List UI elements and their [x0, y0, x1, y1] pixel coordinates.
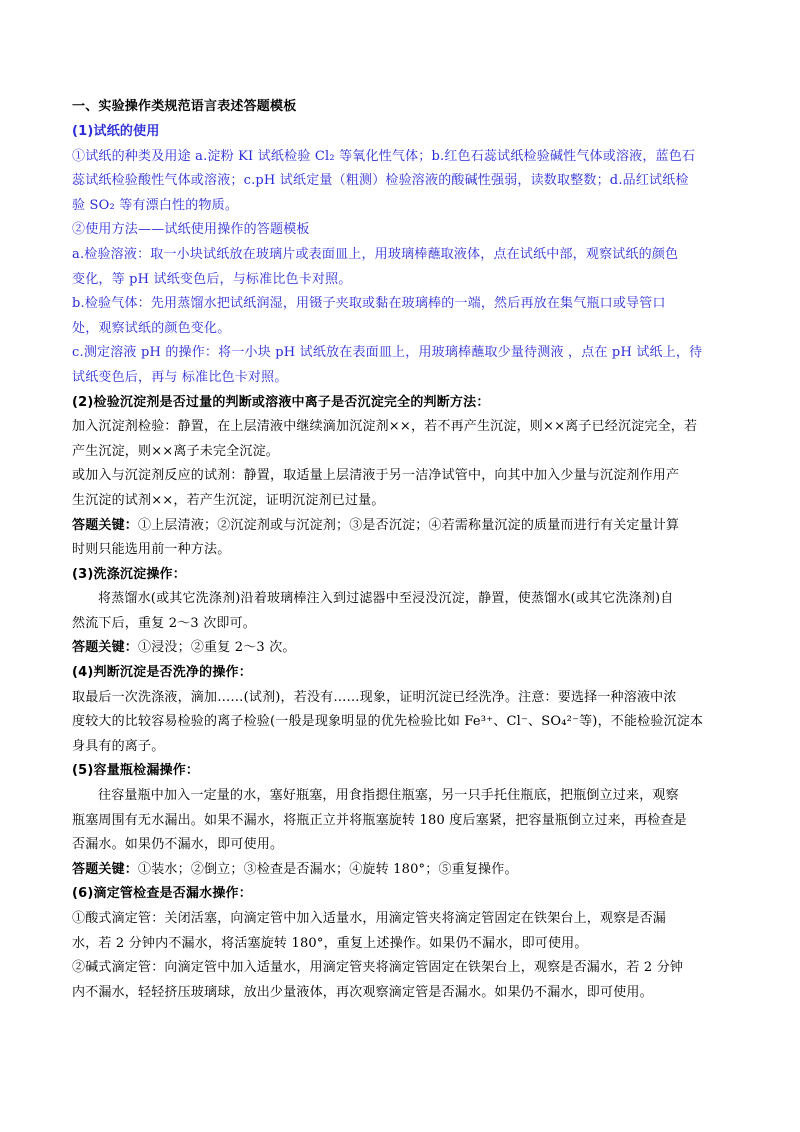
s3-key-line: [72, 638, 730, 657]
s4-line: 度较大的比较容易检验的离子检验(一般是现象明显的优先检验比如 Fe³⁺、Cl⁻、SO₄²⁻等)，不能检验沉淀本: [72, 714, 704, 730]
s2-key-line-2: 时则只能选用前一种方法。: [72, 542, 231, 558]
s1-line: 变化，等 pH 试纸变色后，与标准比色卡对照。: [72, 271, 352, 287]
s3-line: 将蒸馏水(或其它洗涤剂)沿着玻璃棒注入到过滤器中至浸没沉淀，静置，使蒸馏水(或其它洗涤剂)自: [98, 591, 674, 607]
s2-key-line: [72, 516, 730, 535]
s5-line: 瓶塞周围有无水漏出。如果不漏水，将瓶正立并将瓶塞旋转 180 度后塞紧，把容量瓶倒立过来，再检查是: [72, 812, 687, 828]
s6-heading: (6)滴定管检查是否漏水操作：: [72, 886, 252, 902]
s1-line: 试纸变色后，再与 标准比色卡对照。: [72, 369, 288, 385]
s1-heading: (1)试纸的使用: [72, 124, 160, 139]
s3-key-label: 答题关键：: [72, 640, 139, 656]
s6-line: 内不漏水，轻轻挤压玻璃球，放出少量液体，再次观察滴定管是否漏水。如果仍不漏水，即可使用。: [72, 984, 653, 1000]
s6-line: ②碱式滴定管：向滴定管中加入适量水，用滴定管夹将滴定管固定在铁架台上，观察是否漏水，若 2 分钟: [72, 960, 684, 976]
s4-line: 取最后一次洗涤液，滴加……(试剂)，若没有……现象，证明沉淀已经洗净。注意：要选择一种溶液中浓: [72, 689, 677, 705]
s6-line: 水，若 2 分钟内不漏水，将活塞旋转 180°，重复上述操作。如果仍不漏水，即可使用。: [72, 935, 588, 951]
s3-heading: (3)洗涤沉淀操作：: [72, 566, 186, 582]
s2-line: 或加入与沉淀剂反应的试剂：静置，取适量上层清液于另一洁净试管中，向其中加入少量与沉淀剂作用产: [72, 468, 680, 484]
document-page: [72, 97, 730, 1007]
s2-line: 生沉淀的试剂××，若产生沉淀，证明沉淀剂已过量。: [72, 492, 385, 508]
s5-key-text: ①装水；②倒立；③检查是否漏水；④旋转 180°；⑤重复操作。: [138, 861, 518, 877]
s2-line: 加入沉淀剂检验：静置，在上层清液中继续滴加沉淀剂××，若不再产生沉淀，则××离子已经沉淀完全，若: [72, 419, 698, 435]
s1-line: 处，观察试纸的颜色变化。: [72, 320, 231, 336]
s5-heading: (5)容量瓶检漏操作：: [72, 763, 200, 779]
s5-key-line: [72, 860, 730, 879]
s6-line: ①酸式滴定管：关闭活塞，向滴定管中加入适量水，用滴定管夹将滴定管固定在铁架台上，观察是否漏: [72, 911, 667, 926]
s1-line: 验 SO₂ 等有漂白性的物质。: [72, 197, 239, 213]
s1-line: 蕊试纸检验酸性气体或溶液；c.pH 试纸定量（粗测）检验溶液的酸碱性强弱，读数取整数；d.品红试纸检: [72, 173, 689, 189]
s1-line: ②使用方法——试纸使用操作的答题模板: [72, 222, 310, 238]
s5-line: 往容量瓶中加入一定量的水，塞好瓶塞，用食指摁住瓶塞，另一只手托住瓶底，把瓶倒立过来，观察: [98, 788, 679, 804]
s1-line: ①试纸的种类及用途 a.淀粉 KI 试纸检验 Cl₂ 等氧化性气体；b.红色石蕊试纸检验碱性气体或溶液，蓝色石: [72, 148, 696, 164]
s2-line: 产生沉淀，则××离子未完全沉淀。: [72, 443, 279, 459]
s3-key-text: ①浸没；②重复 2～3 次。: [138, 640, 296, 656]
s1-line: c.测定溶液 pH 的操作：将一小块 pH 试纸放在表面皿上，用玻璃棒蘸取少量待测液 ，点在 pH 试纸上，待: [72, 345, 703, 361]
s2-heading: (2)检验沉淀剂是否过量的判断或溶液中离子是否沉淀完全的判断方法：: [72, 394, 490, 410]
s5-key-label: 答题关键：: [72, 861, 139, 877]
section-title: 一、实验操作类规范语言表述答题模板: [72, 99, 297, 114]
s1-line: b.检验气体：先用蒸馏水把试纸润湿，用镊子夹取或黏在玻璃棒的一端，然后再放在集气瓶口或导管口: [72, 296, 666, 312]
s1-line: a.检验溶液：取一小块试纸放在玻璃片或表面皿上，用玻璃棒蘸取液体，点在试纸中部，观察试纸的颜色: [72, 246, 679, 262]
s4-heading: (4)判断沉淀是否洗净的操作：: [72, 665, 252, 681]
s3-line: 然流下后，重复 2～3 次即可。: [72, 615, 257, 631]
s2-key-text: ①上层清液；②沉淀剂或与沉淀剂；③是否沉淀；④若需称量沉淀的质量而进行有关定量计算: [138, 517, 680, 533]
s2-key-label: 答题关键：: [72, 517, 139, 533]
s4-line: 身具有的离子。: [72, 738, 165, 754]
s5-line: 否漏水。如果仍不漏水，即可使用。: [72, 837, 284, 853]
